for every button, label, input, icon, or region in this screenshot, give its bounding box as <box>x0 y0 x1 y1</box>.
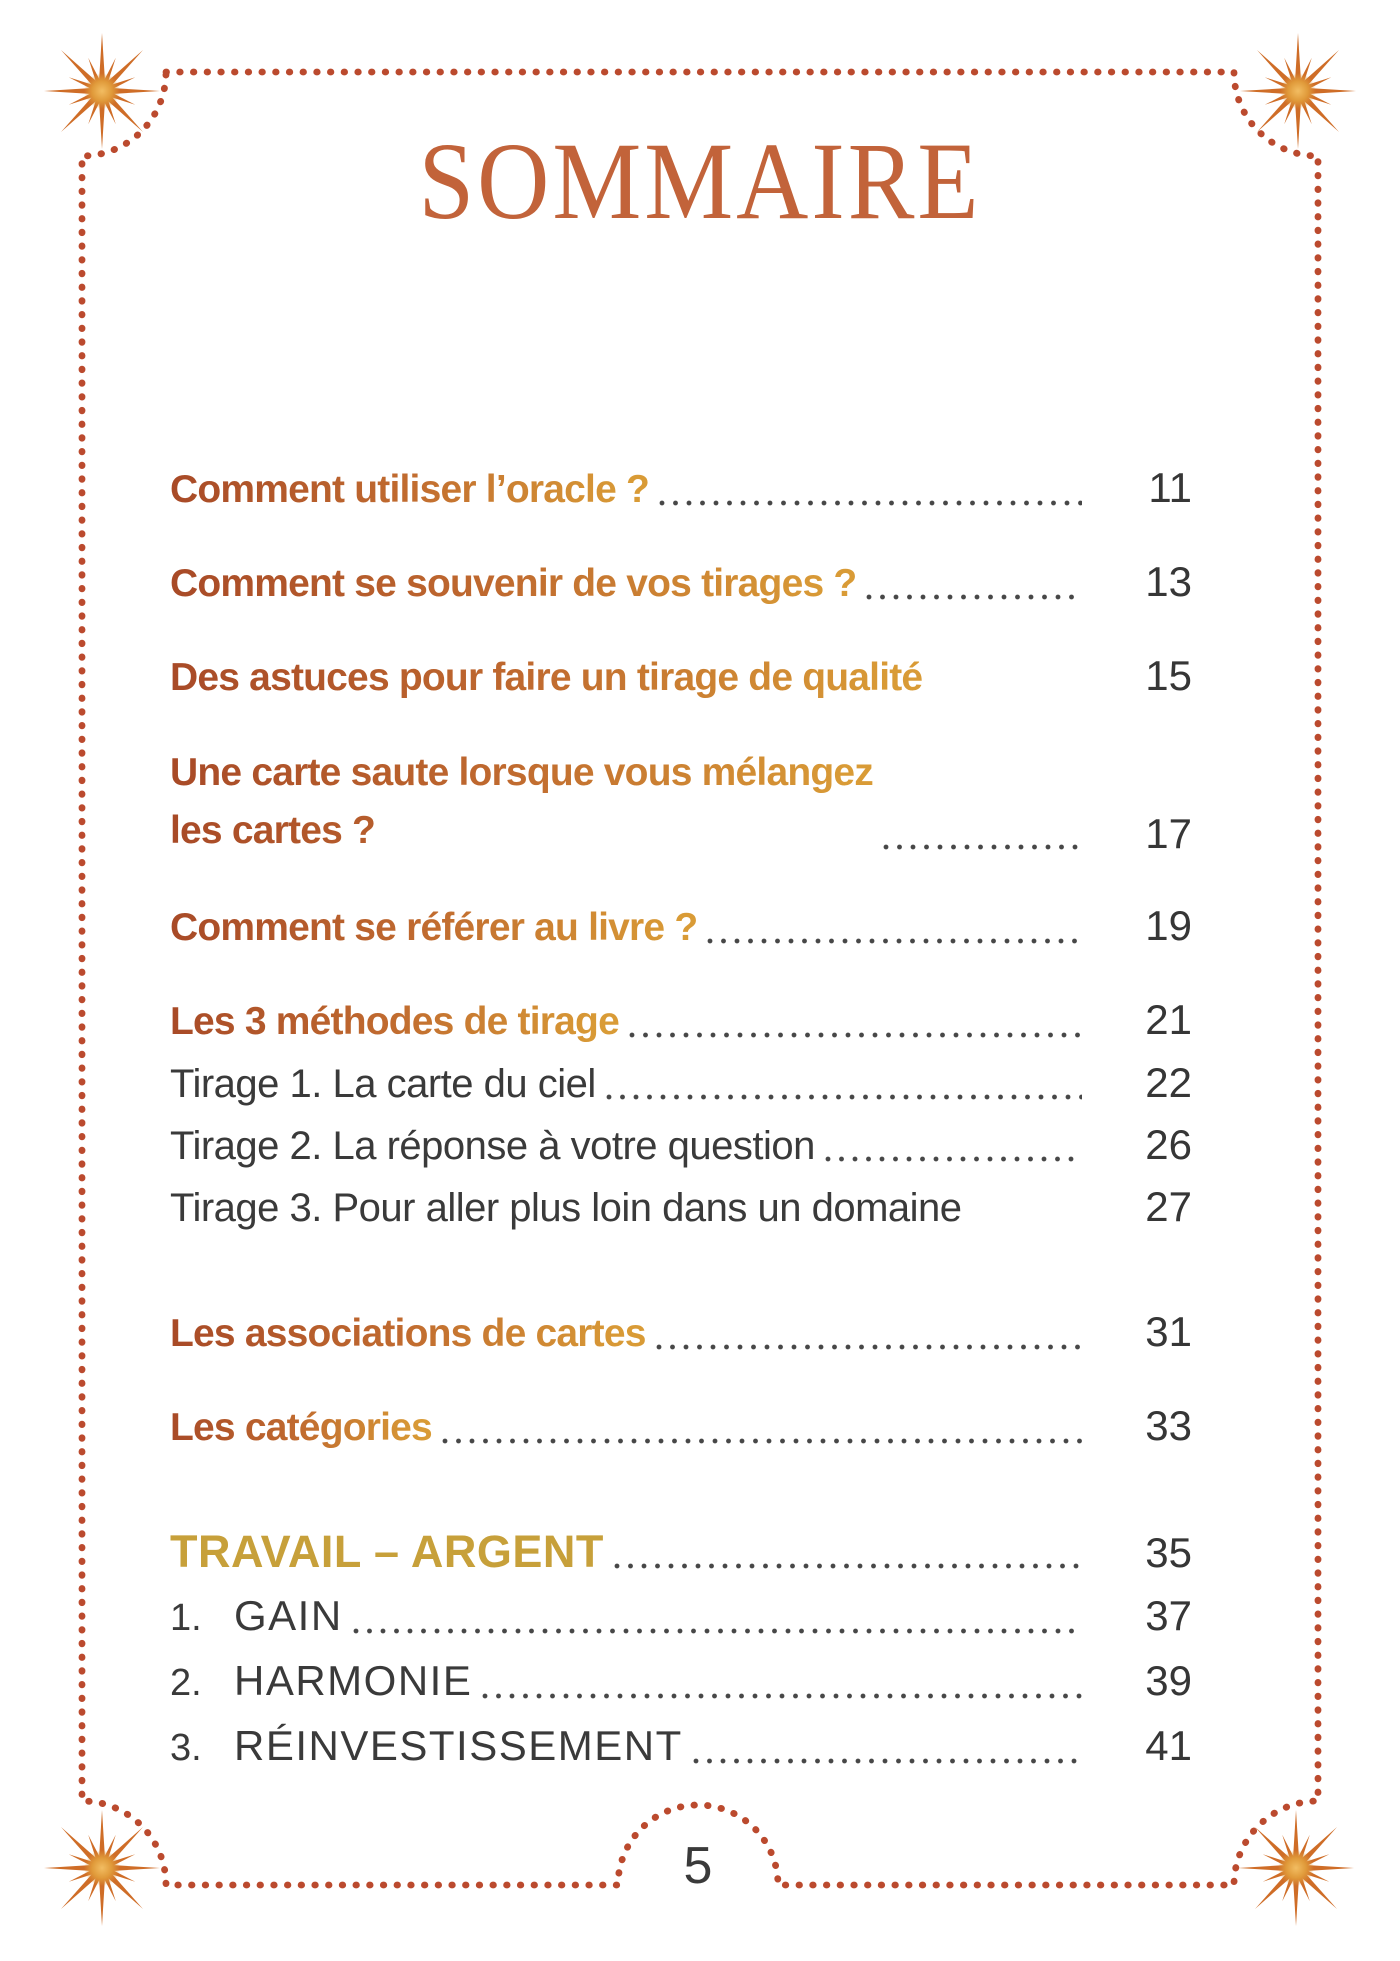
toc-entry-label: GAIN <box>234 1592 343 1639</box>
dot-leader <box>442 1438 1082 1444</box>
toc-entry-label: TRAVAIL – ARGENT <box>170 1526 604 1577</box>
toc-entry-index: 3. <box>170 1727 202 1769</box>
dot-leader <box>629 1032 1082 1038</box>
dot-leader <box>866 594 1082 600</box>
dot-leader <box>606 1094 1082 1100</box>
dot-leader <box>825 1156 1082 1162</box>
toc-entry <box>170 556 1192 610</box>
star-icon <box>44 1810 160 1926</box>
toc-entry <box>170 1306 1192 1360</box>
toc-entry <box>170 1400 1192 1454</box>
toc-entry <box>170 1720 1192 1774</box>
toc-entry <box>170 1057 1192 1110</box>
toc-entry-label: Une carte saute lorsque vous mélangez les cartes ? <box>170 744 873 860</box>
toc-entry-page: 26 <box>1145 1121 1192 1168</box>
toc-entry-page: 22 <box>1145 1059 1192 1106</box>
dot-leader <box>932 688 1082 694</box>
dot-leader <box>693 1758 1082 1764</box>
toc-entry-label: Tirage 1. La carte du ciel <box>170 1062 596 1106</box>
toc-entry-index: 2. <box>170 1662 202 1704</box>
toc-entry-label: Tirage 3. Pour aller plus loin dans un domaine <box>170 1186 962 1230</box>
toc-entry <box>170 994 1192 1048</box>
toc-entry-label: Comment se référer au livre ? <box>170 902 697 954</box>
toc-entry <box>170 900 1192 954</box>
toc-entry-page: 19 <box>1145 902 1192 949</box>
toc-entry <box>170 1655 1192 1709</box>
toc-entry-label: Tirage 2. La réponse à votre question <box>170 1124 815 1168</box>
dot-leader <box>707 938 1082 944</box>
toc-entry-page: 39 <box>1145 1657 1192 1704</box>
toc-entry <box>170 1181 1192 1234</box>
toc-entry-label: Les catégories <box>170 1402 432 1454</box>
toc-entry-page: 21 <box>1145 996 1192 1043</box>
toc-entry-page: 41 <box>1145 1722 1192 1769</box>
toc-entry-index: 1. <box>170 1597 202 1639</box>
toc-entry <box>170 1526 1192 1579</box>
dot-leader <box>353 1628 1082 1634</box>
toc-entry-page: 11 <box>1148 464 1192 511</box>
toc-entry-label: Les associations de cartes <box>170 1308 646 1360</box>
toc-entry <box>170 744 1192 860</box>
dot-leader <box>656 1344 1082 1350</box>
toc-entry-page: 17 <box>1145 810 1192 857</box>
toc-entry-label: Comment utiliser l’oracle ? <box>170 464 649 516</box>
dot-leader <box>614 1563 1082 1569</box>
toc-entry-label: HARMONIE <box>234 1657 473 1704</box>
toc-entry-label: Les 3 méthodes de tirage <box>170 996 619 1048</box>
toc-entry <box>170 1119 1192 1172</box>
star-icon <box>1238 1810 1354 1926</box>
toc-entry-label: Des astuces pour faire un tirage de qualité <box>170 652 922 704</box>
toc-entry-label: Comment se souvenir de vos tirages ? <box>170 558 856 610</box>
table-of-contents <box>170 462 1192 1774</box>
page-title: SOMMAIRE <box>418 120 982 243</box>
toc-entry-label: RÉINVESTISSEMENT <box>234 1722 683 1769</box>
folio-page-number: 5 <box>683 1837 713 1895</box>
toc-entry-page: 31 <box>1145 1308 1192 1355</box>
toc-entry <box>170 462 1192 516</box>
toc-entry <box>170 650 1192 704</box>
toc-entry-page: 13 <box>1145 558 1192 605</box>
toc-entry-page: 15 <box>1145 652 1192 699</box>
toc-entry-page: 33 <box>1145 1402 1192 1449</box>
toc-entry <box>170 1590 1192 1644</box>
dot-leader <box>659 500 1082 506</box>
dot-leader <box>883 844 1082 850</box>
toc-entry-page: 35 <box>1145 1529 1192 1576</box>
toc-entry-page: 27 <box>1145 1183 1192 1230</box>
toc-entry-page: 37 <box>1145 1592 1192 1639</box>
dot-leader <box>482 1693 1082 1699</box>
dot-leader <box>972 1218 1082 1224</box>
